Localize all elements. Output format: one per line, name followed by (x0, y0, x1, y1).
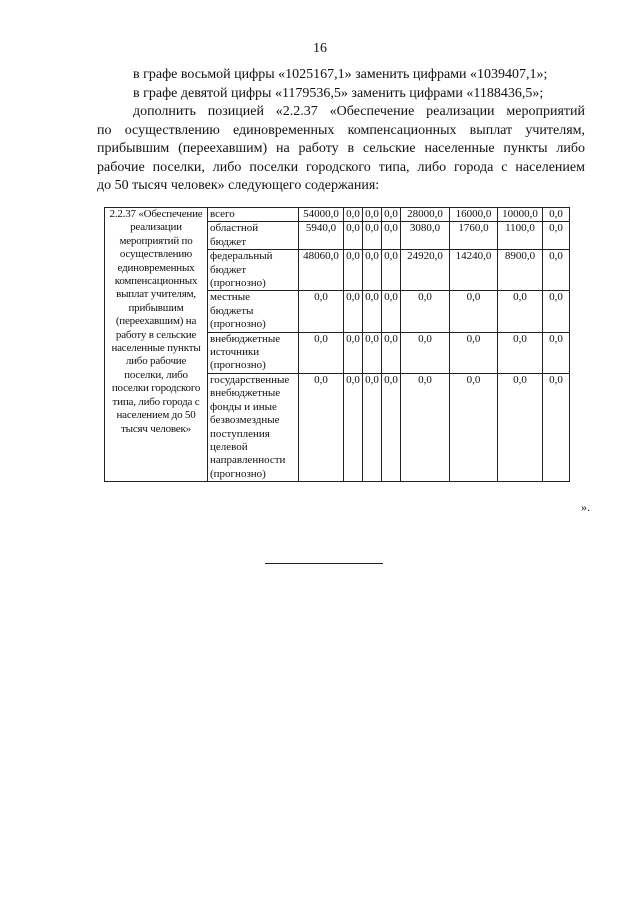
value-cell: 0,0 (543, 373, 570, 481)
value-cell: 0,0 (299, 332, 344, 373)
value-cell: 14240,0 (450, 250, 498, 291)
value-cell: 0,0 (450, 291, 498, 332)
value-cell: 8900,0 (498, 250, 543, 291)
value-cell: 0,0 (382, 222, 401, 250)
value-cell: 0,0 (498, 373, 543, 481)
value-cell: 16000,0 (450, 208, 498, 222)
value-cell: 0,0 (543, 222, 570, 250)
paragraph-line: по осуществлению единовременных компенсационных выплат учителям, (97, 122, 585, 138)
funding-source: внебюджетные источники (прогнозно) (208, 332, 299, 373)
value-cell: 0,0 (363, 373, 382, 481)
value-cell: 0,0 (401, 332, 450, 373)
position-name: 2.2.37 «Обеспечение реализации мероприятий по осуществлению единовременных компенсационных выплат учителям, прибывшим (переехавшим) на работу в сельские населенные пункты либо рабочие поселки, либо поселки городского типа, либо города с населением до 50 тысяч человек» (109, 208, 203, 435)
value-cell: 0,0 (344, 373, 363, 481)
separator-rule (265, 563, 383, 564)
table-row (105, 208, 570, 222)
value-cell: 10000,0 (498, 208, 543, 222)
value-cell: 0,0 (543, 332, 570, 373)
value-cell: 0,0 (299, 373, 344, 481)
funding-source: местные бюджеты (прогнозно) (208, 291, 299, 332)
value-cell: 0,0 (543, 291, 570, 332)
value-cell: 0,0 (543, 250, 570, 291)
value-cell: 0,0 (363, 222, 382, 250)
value-cell: 0,0 (498, 332, 543, 373)
value-cell: 1760,0 (450, 222, 498, 250)
funding-source: федеральный бюджет (прогнозно) (208, 250, 299, 291)
value-cell: 0,0 (498, 291, 543, 332)
value-cell: 5940,0 (299, 222, 344, 250)
value-cell: 0,0 (401, 373, 450, 481)
value-cell: 0,0 (363, 332, 382, 373)
value-cell: 24920,0 (401, 250, 450, 291)
value-cell: 0,0 (543, 208, 570, 222)
paragraph-add-position (97, 103, 585, 196)
value-cell: 0,0 (344, 291, 363, 332)
value-cell: 0,0 (401, 291, 450, 332)
value-cell: 54000,0 (299, 208, 344, 222)
value-cell: 0,0 (363, 250, 382, 291)
value-cell: 0,0 (344, 208, 363, 222)
value-cell: 0,0 (344, 332, 363, 373)
value-cell: 0,0 (363, 208, 382, 222)
page-number: 16 (313, 41, 327, 56)
value-cell: 1100,0 (498, 222, 543, 250)
funding-table (104, 207, 570, 482)
paragraph-line: дополнить позицией «2.2.37 «Обеспечение реализации мероприятий (133, 104, 585, 119)
value-cell: 0,0 (344, 250, 363, 291)
value-cell: 0,0 (382, 291, 401, 332)
paragraph-column-nine: в графе девятой цифры «1179536,5» заменить цифрами «1188436,5»; (133, 86, 544, 101)
value-cell: 0,0 (382, 208, 401, 222)
paragraph-line: рабочие поселки, либо поселки городского типа, либо города с населением (97, 159, 585, 175)
value-cell: 28000,0 (401, 208, 450, 222)
value-cell: 0,0 (450, 373, 498, 481)
value-cell: 0,0 (450, 332, 498, 373)
closing-quote: ». (581, 500, 590, 514)
funding-source: всего (208, 208, 299, 222)
funding-source: областной бюджет (208, 222, 299, 250)
value-cell: 0,0 (363, 291, 382, 332)
position-name-cell (105, 208, 208, 482)
value-cell: 0,0 (344, 222, 363, 250)
paragraph-column-eight: в графе восьмой цифры «1025167,1» заменить цифрами «1039407,1»; (133, 67, 548, 82)
value-cell: 0,0 (382, 332, 401, 373)
value-cell: 0,0 (382, 250, 401, 291)
paragraph-line: до 50 тысяч человек» следующего содержания: (97, 178, 380, 193)
value-cell: 3080,0 (401, 222, 450, 250)
value-cell: 0,0 (299, 291, 344, 332)
value-cell: 48060,0 (299, 250, 344, 291)
funding-source: государственные внебюджетные фонды и иные безвозмездные поступления целевой направленности (прогнозно) (208, 373, 299, 481)
value-cell: 0,0 (382, 373, 401, 481)
paragraph-line: прибывшим (переехавшим) на работу в сельские населенные пункты либо (97, 141, 585, 156)
